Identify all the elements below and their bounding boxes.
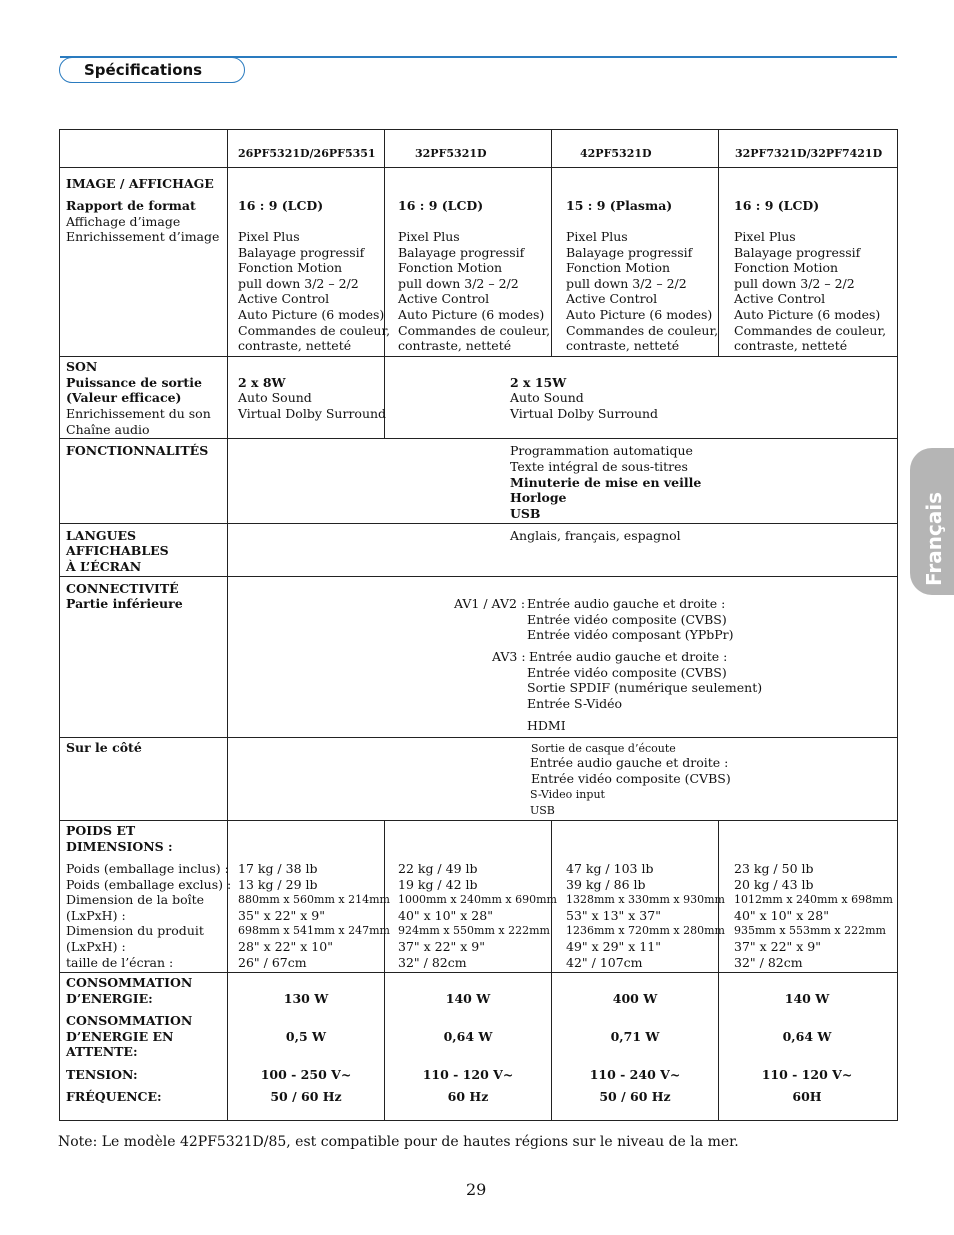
image-feature: Active Control: [734, 291, 826, 307]
image-feature: Fonction Motion: [398, 260, 503, 276]
energy-tension: 110 - 120 V~: [761, 1067, 853, 1082]
row-divider: [60, 820, 897, 821]
image-feature: contraste, netteté: [398, 338, 512, 354]
connector-item: HDMI: [527, 718, 566, 733]
model-header: 26PF5321D/26PF5351: [238, 147, 376, 160]
energy-conso: 140 W: [784, 991, 830, 1006]
row-divider: [60, 438, 897, 439]
sound-feature: Auto Sound: [510, 390, 584, 405]
row-divider: [60, 737, 897, 738]
energy-attente: 0,64 W: [443, 1029, 493, 1044]
dimension-value: 1328mm x 330mm x 930mm: [566, 893, 725, 907]
connector-item: Entrée S-Vidéo: [527, 696, 623, 711]
row-divider: [60, 576, 897, 577]
dimension-value: 53" x 13" x 37": [566, 907, 661, 923]
feature-item: Programmation automatique: [510, 443, 693, 458]
image-feature: Active Control: [566, 291, 658, 307]
energy-attente: 0,64 W: [782, 1029, 832, 1044]
energy-tension: 100 - 250 V~: [260, 1067, 352, 1082]
dimension-value: 28" x 22" x 10": [238, 939, 333, 954]
row-label: Dimension de la boîte: [66, 892, 205, 908]
energy-frequence: 60H: [792, 1089, 822, 1104]
row-label: taille de l’écran :: [66, 954, 174, 970]
connector-item: Sortie SPDIF (numérique seulement): [527, 680, 763, 695]
model-header: 32PF7321D/32PF7421D: [735, 147, 883, 160]
row-label: D’ENERGIE EN: [66, 1029, 174, 1044]
section-title: Spécifications: [84, 61, 203, 79]
dimension-value: 32" / 82cm: [734, 954, 803, 970]
dimension-value: 37" x 22" x 9": [398, 939, 486, 954]
row-label: Poids (emballage exclus) :: [66, 876, 232, 892]
image-feature: Commandes de couleur,: [734, 322, 887, 338]
connector-item: Entrée vidéo composite (CVBS): [531, 771, 731, 786]
image-feature: Pixel Plus: [398, 229, 460, 244]
dimension-value: 40" x 10" x 28": [734, 907, 829, 923]
image-feature: Commandes de couleur,: [566, 322, 719, 338]
row-label: Dimension du produit: [66, 923, 204, 939]
image-feature: Active Control: [398, 291, 490, 307]
row-label: Sur le côté: [66, 740, 142, 755]
energy-conso: 140 W: [445, 991, 491, 1006]
image-feature: Pixel Plus: [238, 229, 300, 244]
image-feature: Balayage progressif: [238, 244, 365, 260]
energy-frequence: 50 / 60 Hz: [599, 1089, 671, 1104]
connector-item: Entrée vidéo composant (YPbPr): [527, 627, 734, 642]
image-feature: Pixel Plus: [734, 229, 796, 244]
image-feature: pull down 3/2 – 2/2: [734, 275, 855, 291]
connector-item: Entrée audio gauche et droite :: [530, 755, 729, 770]
image-feature: Fonction Motion: [566, 260, 671, 276]
dimension-value: 23 kg / 50 lb: [734, 861, 814, 876]
aspect-ratio: 16 : 9 (LCD): [734, 198, 820, 213]
sound-feature: Virtual Dolby Surround: [510, 406, 659, 421]
section-title-badge: [59, 57, 245, 83]
image-feature: Auto Picture (6 modes): [734, 307, 881, 322]
section-label: IMAGE / AFFICHAGE: [66, 176, 214, 191]
image-feature: Commandes de couleur,: [398, 322, 551, 338]
row-label: (LxPxH) :: [66, 907, 126, 923]
dimension-value: 35" x 22" x 9": [238, 907, 326, 923]
image-feature: contraste, netteté: [238, 338, 352, 354]
dimension-value: 20 kg / 43 lb: [734, 876, 814, 892]
section-label: AFFICHABLES: [66, 543, 169, 558]
dimension-value: 37" x 22" x 9": [734, 939, 822, 954]
dimension-value: 924mm x 550mm x 222mm: [398, 924, 550, 938]
specifications-table: [59, 129, 898, 1121]
connector-item: Sortie de casque d’écoute: [531, 742, 676, 755]
dimension-value: 1000mm x 240mm x 690mm: [398, 893, 557, 907]
section-label: LANGUES: [66, 528, 137, 543]
connector-item: Entrée vidéo composite (CVBS): [527, 612, 727, 627]
languages-value: Anglais, français, espagnol: [510, 528, 681, 543]
model-header: 42PF5321D: [580, 147, 652, 160]
section-label: FONCTIONNALITÉS: [66, 443, 209, 458]
dimension-value: 880mm x 560mm x 214mm: [238, 893, 390, 907]
image-feature: pull down 3/2 – 2/2: [566, 275, 687, 291]
aspect-ratio: 16 : 9 (LCD): [398, 198, 484, 213]
feature-item: Horloge: [510, 490, 567, 505]
aspect-ratio: 15 : 9 (Plasma): [566, 198, 673, 213]
model-header: 32PF5321D: [415, 147, 487, 160]
dimension-value: 47 kg / 103 lb: [566, 861, 654, 876]
connector-item: S-Video input: [530, 788, 605, 801]
footnote: Note: Le modèle 42PF5321D/85, est compatible pour de hautes régions sur le niveau de la mer.: [58, 1134, 739, 1150]
energy-conso: 400 W: [612, 991, 658, 1006]
image-feature: Auto Picture (6 modes): [566, 307, 713, 322]
dimension-value: 19 kg / 42 lb: [398, 876, 478, 892]
sound-feature: Virtual Dolby Surround: [238, 406, 387, 421]
dimension-value: 698mm x 541mm x 247mm: [238, 924, 390, 938]
column-divider: [551, 130, 552, 356]
av3-label: AV3 :: [492, 649, 526, 664]
row-label: Rapport de format: [66, 198, 196, 213]
dimension-value: 1236mm x 720mm x 280mm: [566, 924, 725, 938]
dimension-value: 42" / 107cm: [566, 954, 643, 970]
connector-item: Entrée audio gauche et droite :: [529, 649, 728, 664]
row-label: (LxPxH) :: [66, 939, 126, 954]
image-feature: Auto Picture (6 modes): [238, 307, 385, 322]
image-feature: Fonction Motion: [734, 260, 839, 276]
row-label: ATTENTE:: [66, 1044, 138, 1059]
row-divider: [60, 356, 897, 357]
row-label: Enrichissement d’image: [66, 229, 220, 244]
image-feature: Active Control: [238, 291, 330, 307]
image-feature: Balayage progressif: [566, 244, 693, 260]
feature-item: Minuterie de mise en veille: [510, 475, 702, 490]
dimension-value: 935mm x 553mm x 222mm: [734, 924, 886, 938]
column-divider: [384, 356, 385, 438]
section-label: DIMENSIONS :: [66, 839, 173, 854]
image-feature: Commandes de couleur,: [238, 322, 391, 338]
row-label: TENSION:: [66, 1067, 138, 1082]
section-label: POIDS ET: [66, 823, 136, 838]
energy-frequence: 60 Hz: [447, 1089, 489, 1104]
av12-label: AV1 / AV2 :: [454, 596, 526, 611]
image-feature: Pixel Plus: [566, 229, 628, 244]
row-label: FRÉQUENCE:: [66, 1089, 162, 1104]
sound-power: 2 x 15W: [510, 375, 567, 390]
column-divider: [227, 130, 228, 1120]
row-label: Puissance de sortie: [66, 375, 202, 390]
dimension-value: 1012mm x 240mm x 698mm: [734, 893, 893, 907]
row-divider: [60, 972, 897, 973]
section-label: À L’ÉCRAN: [66, 559, 142, 574]
row-label: Enrichissement du son: [66, 406, 211, 421]
image-feature: Fonction Motion: [238, 260, 343, 276]
row-label: Partie inférieure: [66, 596, 183, 611]
row-divider: [60, 523, 897, 524]
dimension-value: 32" / 82cm: [398, 954, 467, 970]
image-feature: Balayage progressif: [398, 244, 525, 260]
row-divider: [60, 167, 897, 168]
dimension-value: 39 kg / 86 lb: [566, 876, 646, 892]
row-label: (Valeur efficace): [66, 390, 182, 405]
energy-conso: 130 W: [283, 991, 329, 1006]
row-label: Poids (emballage inclus) :: [66, 861, 229, 876]
section-label: SON: [66, 359, 98, 374]
feature-item: Texte intégral de sous-titres: [510, 459, 688, 474]
energy-attente: 0,71 W: [610, 1029, 660, 1044]
image-feature: contraste, netteté: [566, 338, 680, 354]
dimension-value: 26" / 67cm: [238, 954, 307, 970]
feature-item: USB: [510, 506, 541, 521]
language-tab-label: Français: [922, 491, 946, 586]
row-label: CONSOMMATION: [66, 1013, 193, 1028]
aspect-ratio: 16 : 9 (LCD): [238, 198, 324, 213]
image-feature: Balayage progressif: [734, 244, 861, 260]
dimension-value: 17 kg / 38 lb: [238, 861, 318, 876]
dimension-value: 40" x 10" x 28": [398, 907, 493, 923]
column-divider: [718, 130, 719, 356]
dimension-value: 13 kg / 29 lb: [238, 876, 318, 892]
energy-tension: 110 - 240 V~: [589, 1067, 681, 1082]
connector-item: Entrée vidéo composite (CVBS): [527, 665, 727, 680]
language-tab[interactable]: [910, 448, 954, 595]
image-feature: Auto Picture (6 modes): [398, 307, 545, 322]
row-label: Affichage d’image: [66, 214, 181, 229]
energy-attente: 0,5 W: [285, 1029, 327, 1044]
page-number: 29: [466, 1180, 487, 1199]
section-label: CONNECTIVITÉ: [66, 581, 179, 596]
energy-frequence: 50 / 60 Hz: [270, 1089, 342, 1104]
row-label: D’ENERGIE:: [66, 991, 153, 1006]
energy-tension: 110 - 120 V~: [422, 1067, 514, 1082]
dimension-value: 22 kg / 49 lb: [398, 861, 478, 876]
image-feature: pull down 3/2 – 2/2: [238, 275, 359, 291]
image-feature: contraste, netteté: [734, 338, 848, 354]
dimension-value: 49" x 29" x 11": [566, 939, 661, 954]
connector-item: Entrée audio gauche et droite :: [527, 596, 726, 611]
sound-feature: Auto Sound: [238, 390, 312, 405]
sound-power: 2 x 8W: [238, 375, 286, 390]
row-label: CONSOMMATION: [66, 975, 193, 990]
image-feature: pull down 3/2 – 2/2: [398, 275, 519, 291]
row-label: Chaîne audio: [66, 422, 150, 437]
connector-item: USB: [530, 804, 555, 817]
